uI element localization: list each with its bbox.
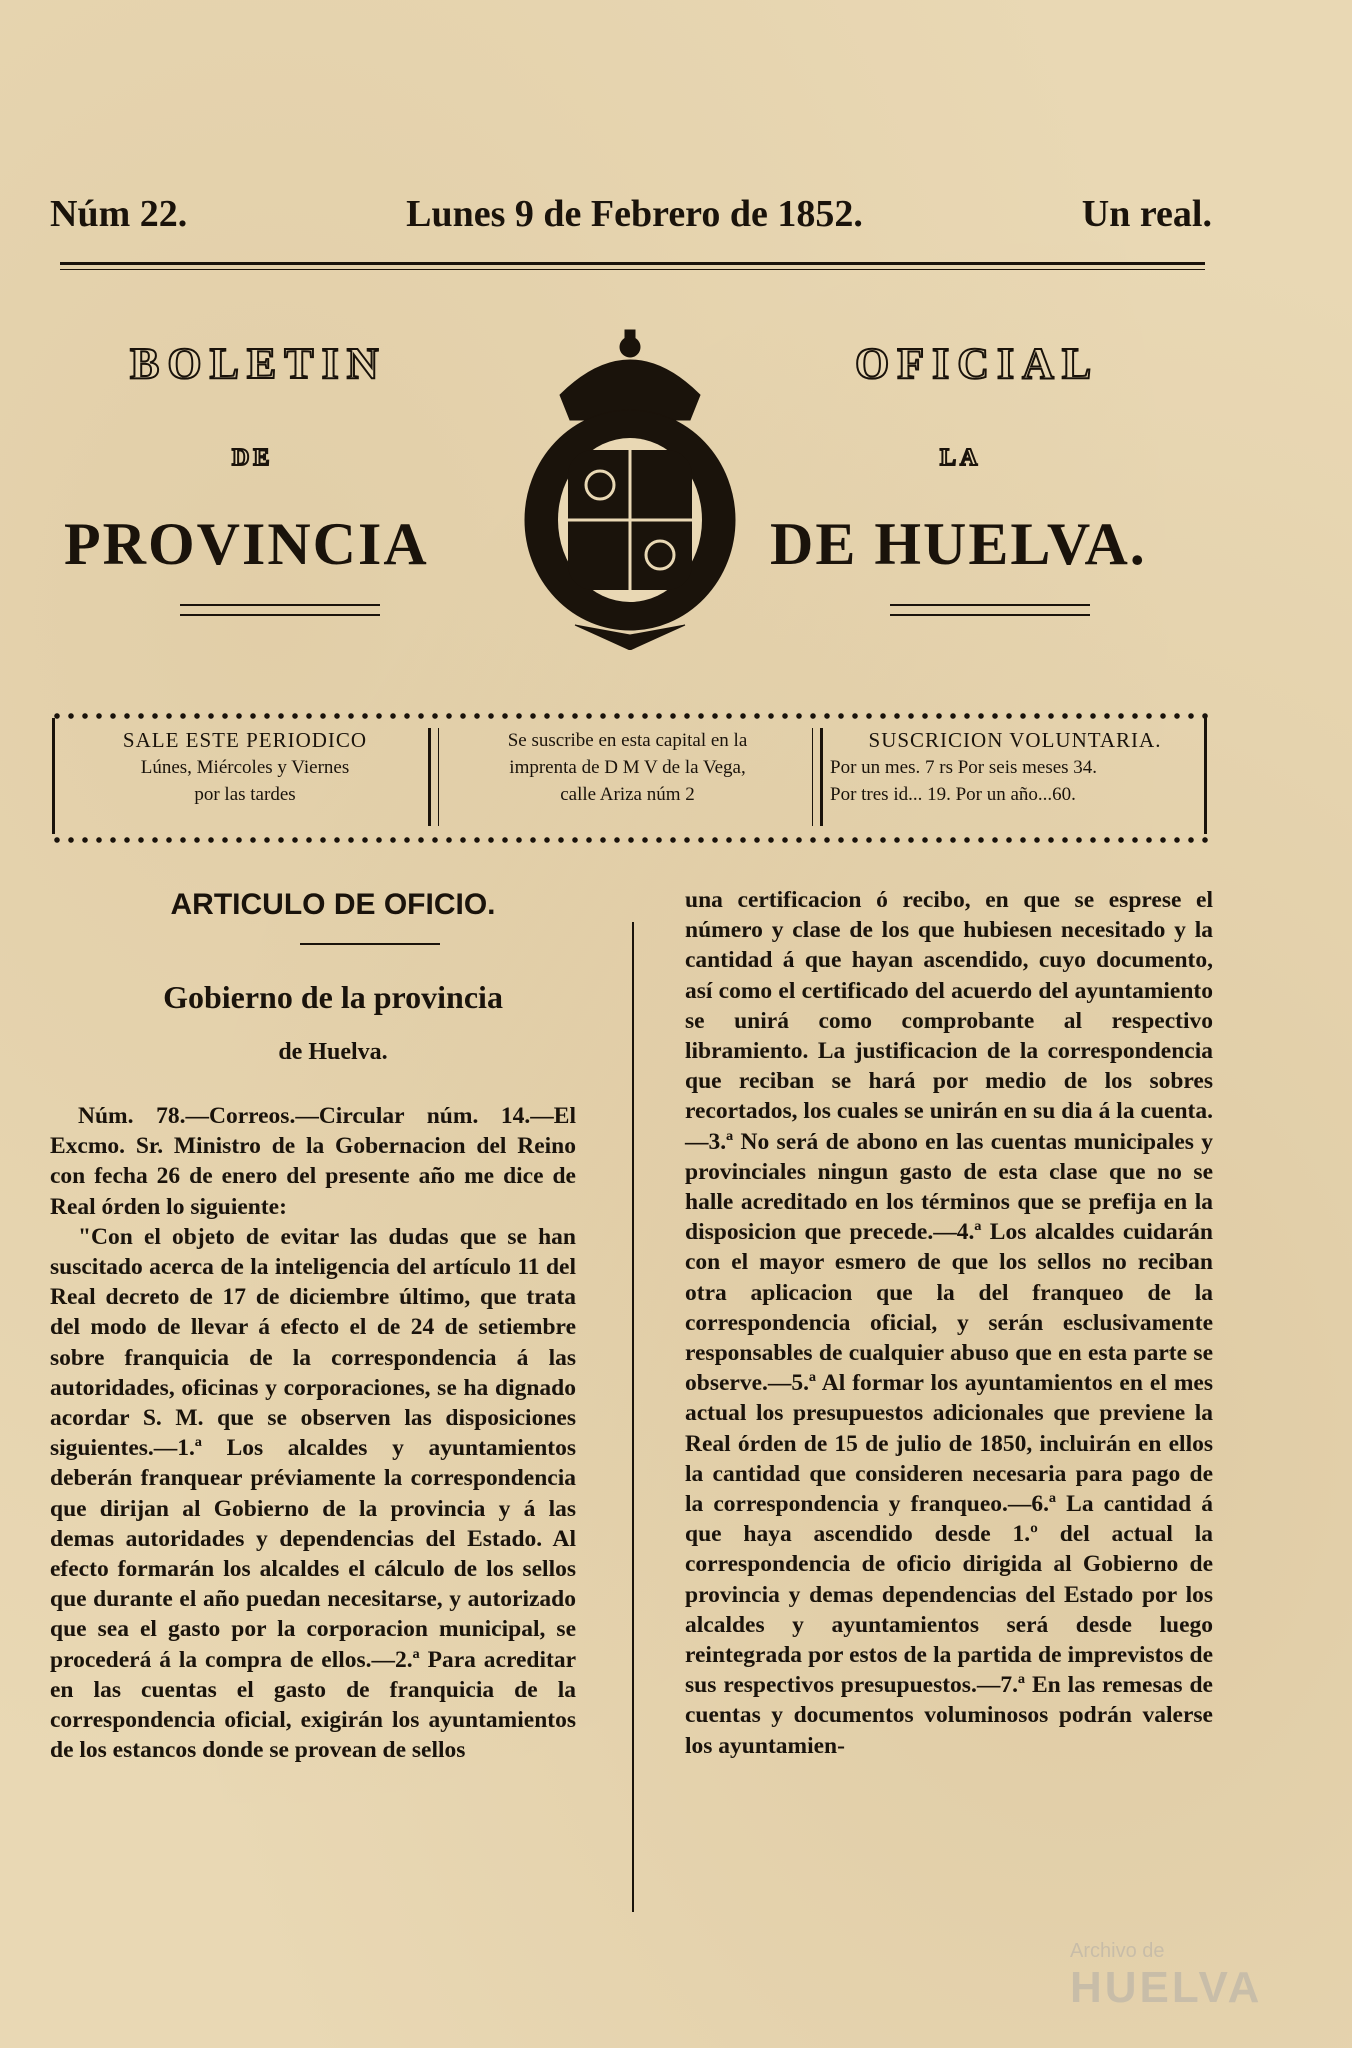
title-la: LA xyxy=(940,445,982,471)
info-divider-2b xyxy=(820,728,823,826)
section-title: ARTICULO DE OFICIO. xyxy=(170,888,496,921)
info-place-line2: imprenta de D M V de la Vega, xyxy=(509,757,746,778)
paragraph-order: "Con el objeto de evitar las dudas que se han suscitado acerca de la inteligencia del artículo 11 del Real decreto de 17 de diciembre último, que trata del modo de llevar á efecto el de 24 de setiembre sobre franquicia de la correspondencia á las autoridades, oficinas y corporaciones, se ha dignado acordar S. M. que se observen las disposiciones siguientes.—1.ª Los alcaldes y ayuntamientos deberán franquear préviamente la correspondencia que dirijan al Gobierno de la provincia y á las demas autoridades y dependencias del Estado. Al efecto formarán los alcaldes el cálculo de los sellos que durante el año puedan necesitarse, y autorizado que sea el gasto por la corporacion municipal, se procederá á la compra de ellos.—2.ª Para acreditar en las cuentas el gasto de franquicia de la correspondencia oficial, exigirán los ayuntamientos de los estancos donde se provean de sellos xyxy=(50,1223,576,1764)
article-heading: Gobierno de la provincia xyxy=(163,979,503,1015)
title-provincia: PROVINCIA xyxy=(64,511,429,577)
archive-watermark xyxy=(950,1940,1280,2030)
info-subscription-place xyxy=(450,727,805,837)
title-boletin: BOLETIN xyxy=(130,339,387,388)
info-edge-right xyxy=(1204,718,1207,834)
info-subscription-prices xyxy=(830,727,1200,837)
info-publication xyxy=(75,727,415,837)
watermark-line1: Archivo de xyxy=(1070,1940,1165,1962)
title-de: DE xyxy=(232,445,274,471)
info-divider-2 xyxy=(812,728,813,826)
watermark-line2: HUELVA xyxy=(1070,1963,1263,2012)
issue-number: Núm 22. xyxy=(50,193,188,235)
info-place-line1: Se suscribe en esta capital en la xyxy=(507,730,748,751)
coat-of-arms-icon xyxy=(500,325,760,650)
top-rule xyxy=(60,262,1205,265)
title-ornament-right xyxy=(890,604,1090,616)
info-prices-line1: Por un mes. 7 rs Por seis meses 34. xyxy=(830,757,1098,778)
info-prices-title: SUSCRICION VOLUNTARIA. xyxy=(868,728,1162,752)
info-place-line3: calle Ariza núm 2 xyxy=(560,784,695,805)
info-edge-left xyxy=(52,718,55,834)
info-prices-line2: Por tres id... 19. Por un año...60. xyxy=(830,784,1076,805)
right-column xyxy=(685,885,1213,1761)
title-ornament-left xyxy=(180,604,380,616)
info-divider-1 xyxy=(428,728,431,826)
info-border-top xyxy=(50,711,1210,721)
info-publication-title: SALE ESTE PERIODICO xyxy=(122,728,368,752)
issue-date: Lunes 9 de Febrero de 1852. xyxy=(406,193,863,235)
info-publication-time: por las tardes xyxy=(194,784,296,805)
section-rule xyxy=(300,943,440,945)
left-column xyxy=(50,885,576,1765)
title-oficial: OFICIAL xyxy=(855,339,1100,388)
paragraph-circular: Núm. 78.—Correos.—Circular núm. 14.—El Excmo. Sr. Ministro de la Gobernacion del Reino con fecha 26 de enero del presente año me dice de Real órden lo siguiente: xyxy=(50,1103,576,1220)
info-divider-1b xyxy=(438,728,439,826)
top-rule-thin xyxy=(60,269,1205,270)
article-subheading: de Huelva. xyxy=(278,1039,388,1065)
paragraph-continuation: una certificacion ó recibo, en que se esprese el número y clase de los que hubiesen necesitado y la cantidad á que hayan ascendido, cuyo documento, así como el certificado del acuerdo del ayuntamiento se unirá como comprobante al respectivo libramiento. La justificacion de la correspondencia que reciban se hará por medio de los sobres recortados, los cuales se unirán en su dia á la cuenta.—3.ª No será de abono en las cuentas municipales y provinciales ningun gasto de esta clase que no se halle acreditado en los términos que se prefija en la disposicion que precede.—4.ª Los alcaldes cuidarán con el mayor esmero de que los sellos no reciban otra aplicacion que la del franqueo de la correspondencia oficial, y serán esclusivamente responsables de cualquier abuso que en esta parte se observe.—5.ª Al formar los ayuntamientos en el mes actual los presupuestos adicionales que previene la Real órden de 15 de julio de 1850, incluirán en ellos la cantidad que consideren necesaria para pago de la correspondencia y franqueo.—6.ª La cantidad á que haya ascendido desde 1.º del actual la correspondencia de oficio dirigida al Gobierno de provincia y demas dependencias del Estado por los alcaldes y ayuntamientos será desde luego reintegrada por estos de la partida de imprevistos de sus respectivos presupuestos.—7.ª En las remesas de cuentas y documentos voluminosos podrán valerse los ayuntamien- xyxy=(685,887,1213,1759)
info-publication-days: Lúnes, Miércoles y Viernes xyxy=(140,757,350,778)
column-separator xyxy=(632,922,634,1912)
masthead xyxy=(50,192,1212,242)
issue-price: Un real. xyxy=(1081,193,1212,235)
title-de-huelva: DE HUELVA. xyxy=(770,511,1147,577)
